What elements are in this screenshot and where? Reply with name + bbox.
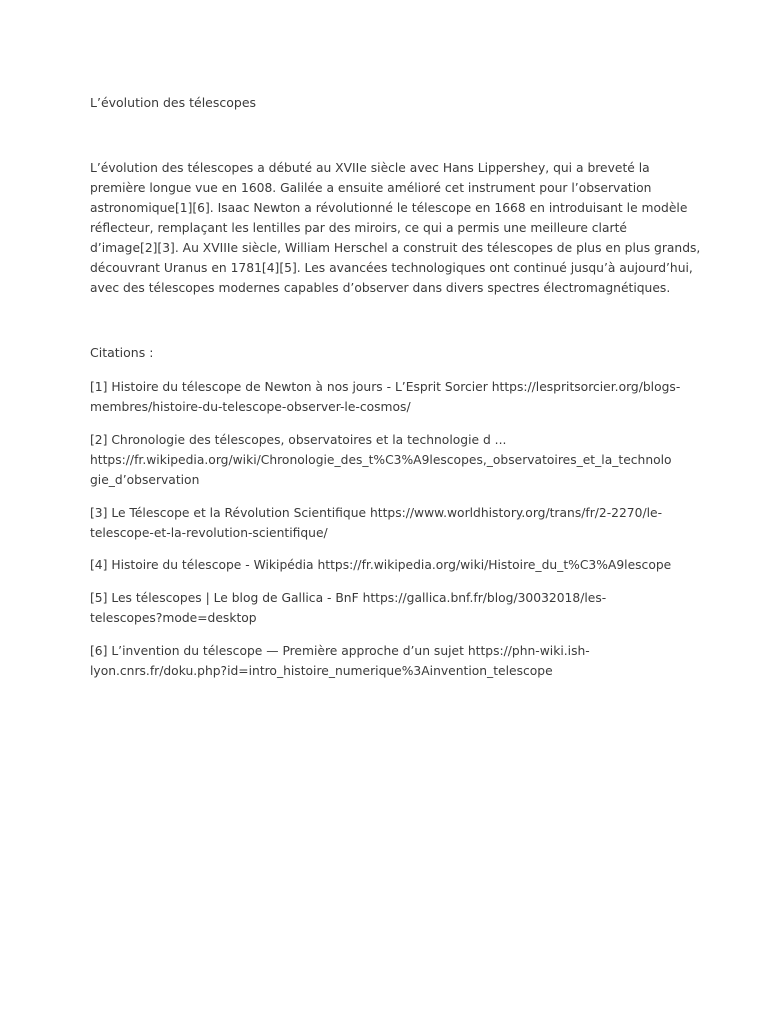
citation-line: [4] Histoire du télescope - Wikipédia https://fr.wikipedia.org/wiki/Histoire_du_t%C3%A9lescope bbox=[90, 558, 672, 572]
paragraph-line: L’évolution des télescopes a débuté au XVIIe siècle avec Hans Lippershey, qui a breveté la bbox=[90, 161, 650, 175]
paragraph-line: réflecteur, remplaçant les lentilles par des miroirs, ce qui a permis une meilleure clarté bbox=[90, 221, 627, 235]
paragraph-line: d’image[2][3]. Au XVIIIe siècle, William Herschel a construit des télescopes de plus en plus grands, bbox=[90, 241, 701, 255]
citation-line: https://fr.wikipedia.org/wiki/Chronologie_des_t%C3%A9lescopes,_observatoires_et_la_technolo bbox=[90, 453, 672, 467]
citation-1 bbox=[90, 377, 690, 417]
body-paragraph bbox=[90, 158, 701, 298]
document-page bbox=[90, 0, 701, 1024]
citation-6 bbox=[90, 641, 690, 681]
citation-line: [1] Histoire du télescope de Newton à nos jours - L’Esprit Sorcier https://lespritsorcier.org/blogs- bbox=[90, 380, 681, 394]
citation-4 bbox=[90, 555, 690, 575]
paragraph-line: astronomique[1][6]. Isaac Newton a révolutionné le télescope en 1668 en introduisant le modèle bbox=[90, 201, 688, 215]
citation-line: [2] Chronologie des télescopes, observatoires et la technologie d ... bbox=[90, 433, 507, 447]
citations-heading: Citations : bbox=[90, 345, 154, 360]
paragraph-line: première longue vue en 1608. Galilée a ensuite amélioré cet instrument pour l’observation bbox=[90, 181, 652, 195]
citation-line: [3] Le Télescope et la Révolution Scientifique https://www.worldhistory.org/trans/fr/2-2270/le- bbox=[90, 506, 663, 520]
citation-3 bbox=[90, 503, 690, 543]
citation-line: telescopes?mode=desktop bbox=[90, 611, 257, 625]
citation-line: membres/histoire-du-telescope-observer-le-cosmos/ bbox=[90, 400, 411, 414]
paragraph-line: avec des télescopes modernes capables d’observer dans divers spectres électromagnétiques. bbox=[90, 281, 671, 295]
citation-line: telescope-et-la-revolution-scientifique/ bbox=[90, 526, 328, 540]
citation-line: gie_d’observation bbox=[90, 473, 200, 487]
paragraph-line: découvrant Uranus en 1781[4][5]. Les avancées technologiques ont continué jusqu’à aujourd’hui, bbox=[90, 261, 693, 275]
citation-line: lyon.cnrs.fr/doku.php?id=intro_histoire_numerique%3Ainvention_telescope bbox=[90, 664, 553, 678]
citation-5 bbox=[90, 588, 690, 628]
citation-line: [6] L’invention du télescope — Première approche d’un sujet https://phn-wiki.ish- bbox=[90, 644, 590, 658]
citation-line: [5] Les télescopes | Le blog de Gallica - BnF https://gallica.bnf.fr/blog/30032018/les- bbox=[90, 591, 607, 605]
document-title: L’évolution des télescopes bbox=[90, 95, 257, 110]
citation-2 bbox=[90, 430, 690, 490]
